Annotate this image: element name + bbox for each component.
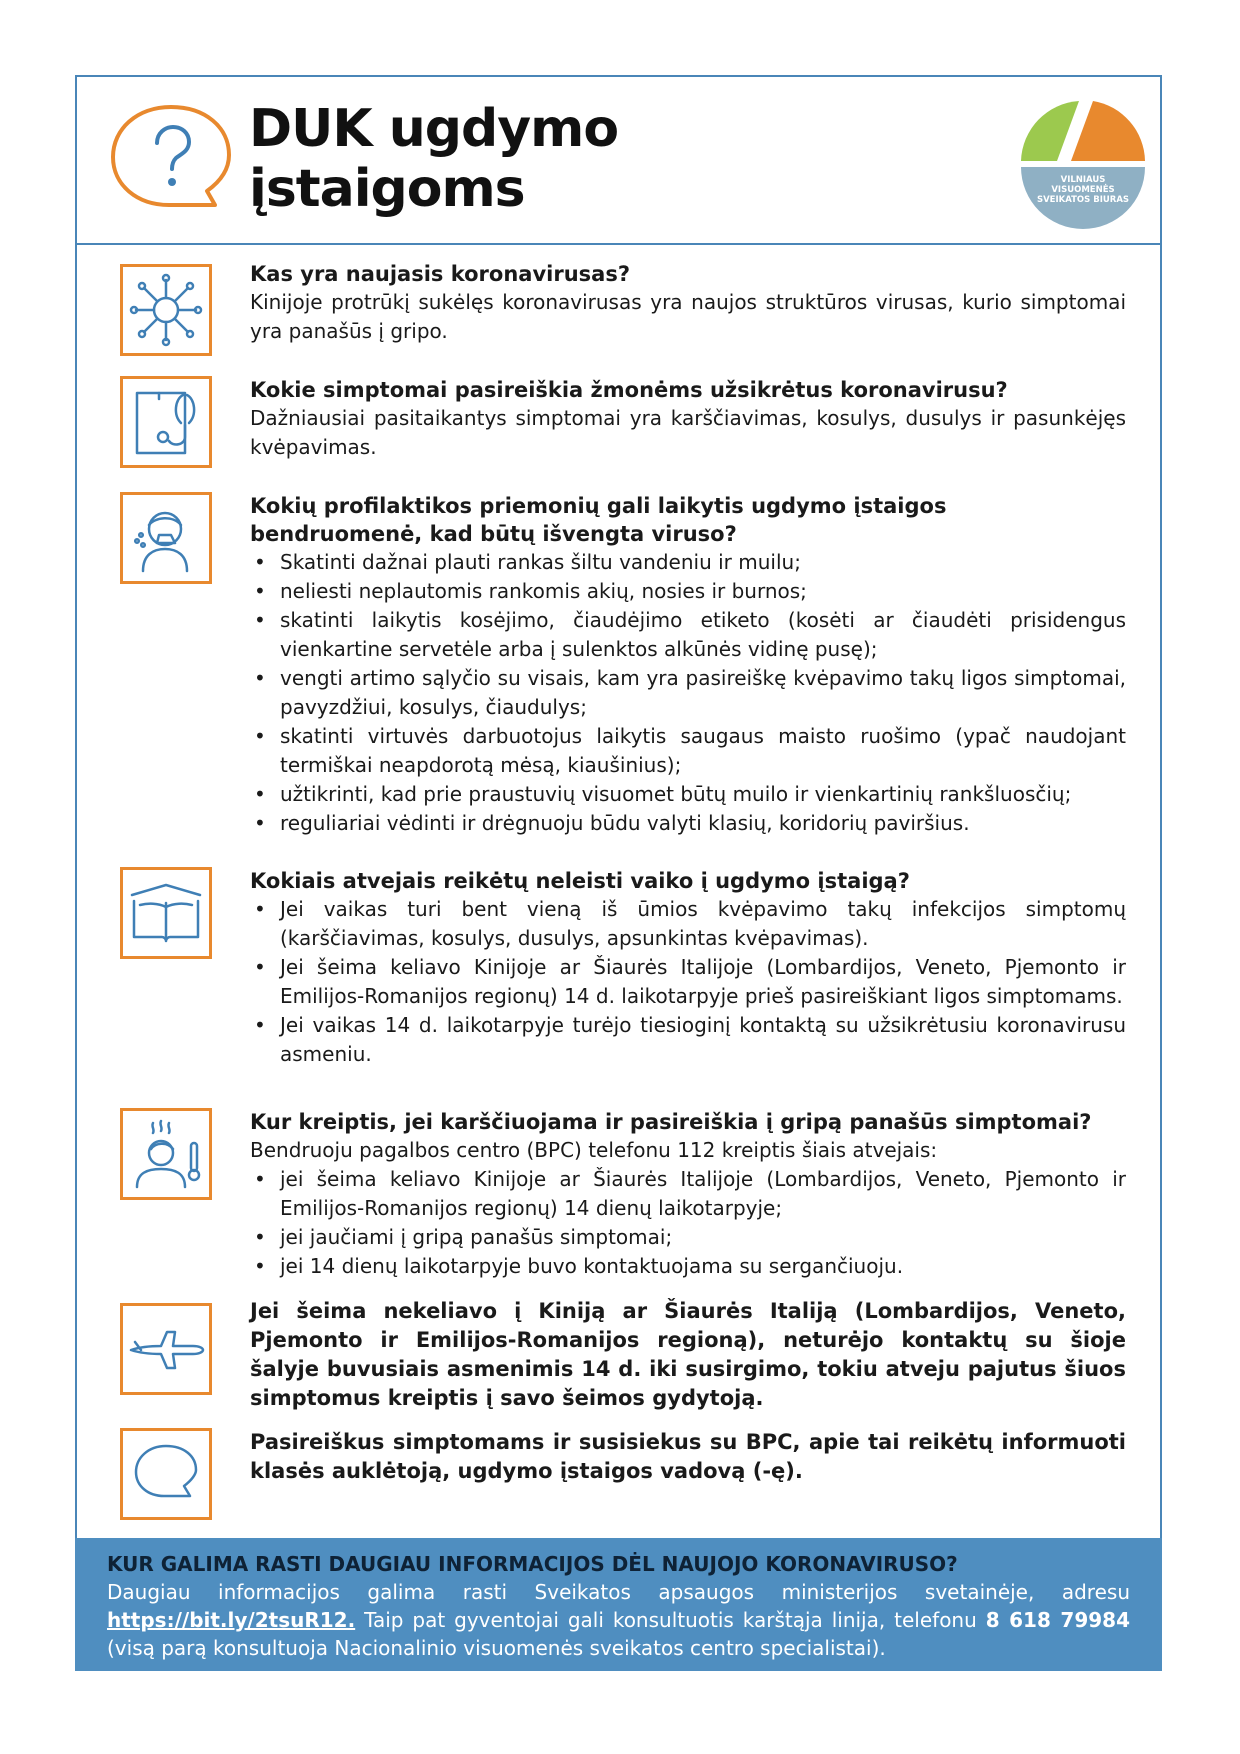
question-heading: Kokie simptomai pasireiškia žmonėms užsikrėtus koronavirusu? bbox=[250, 378, 1008, 402]
section-content bbox=[250, 1108, 1126, 1281]
question-bubble-icon bbox=[107, 99, 235, 219]
info-footer bbox=[75, 1538, 1162, 1671]
list-item: • Skatinti dažnai plauti rankas šiltu vandeniu ir muilu; bbox=[250, 548, 1126, 577]
list-item: • užtikrinti, kad prie praustuvių visuomet būtų muilo ir vienkartinių rankšluosčių; bbox=[250, 780, 1126, 809]
list-item: • jei šeima keliavo Kinijoje ar Šiaurės Italijoje (Lombardijos, Veneto, Pjemonto ir Emilijos-Romanijos regionų) 14 dienų laikotarpyje; bbox=[250, 1165, 1126, 1223]
page-title bbox=[249, 99, 618, 219]
section-content bbox=[250, 376, 1126, 462]
section-content bbox=[250, 1428, 1126, 1486]
list-item: • jei 14 dienų laikotarpyje buvo kontaktuojama su sergančiuoju. bbox=[250, 1252, 1126, 1281]
list-item: • skatinti laikytis kosėjimo, čiaudėjimo etiketo (kosėti ar čiaudėti prisidengus vienkartine servetėle arba į sulenktos alkūnės vidinę pusę); bbox=[250, 606, 1126, 664]
page-frame bbox=[75, 75, 1162, 1671]
footer-text-after-link: Taip pat gyventojai gali konsultuotis karštąja linija, telefonu bbox=[355, 1608, 986, 1632]
no-travel-note: Jei šeima nekeliavo į Kiniją ar Šiaurės Italiją (Lombardijos, Veneto, Pjemonto ir Emilijos-Romanijos regioną), neturėjo kontaktų su šioje šalyje buvusiais asmenimis 14 d. iki susirgimo, tokiu atveju pajutus šiuos simptomus kreiptis į savo šeimos gydytoją. bbox=[250, 1299, 1126, 1410]
open-book-icon bbox=[120, 867, 212, 959]
sneezing-person-icon bbox=[120, 492, 212, 584]
airplane-icon bbox=[120, 1303, 212, 1395]
list-item: • neliesti neplautomis rankomis akių, nosies ir burnos; bbox=[250, 577, 1126, 606]
list-item: • jei jaučiami į gripą panašūs simptomai; bbox=[250, 1223, 1126, 1252]
list-item: • vengti artimo sąlyčio su visais, kam yra pasireiškę kvėpavimo takų ligos simptomai, pavyzdžiui, kosulys, čiaudulys; bbox=[250, 664, 1126, 722]
speech-bubble-icon bbox=[120, 1428, 212, 1520]
list-item: • reguliariai vėdinti ir drėgnuoju būdu valyti klasių, koridorių paviršius. bbox=[250, 809, 1126, 838]
stethoscope-icon bbox=[120, 376, 212, 468]
question-heading: Kas yra naujasis koronavirusas? bbox=[250, 262, 631, 286]
inform-note: Pasireiškus simptomams ir susisiekus su BPC, apie tai reikėtų informuoti klasės auklėtoją, ugdymo įstaigos vadovą (-ę). bbox=[250, 1430, 1126, 1483]
moh-link[interactable]: https://bit.ly/2tsuR12. bbox=[107, 1608, 356, 1632]
question-heading: Kokių profilaktikos priemonių gali laikytis ugdymo įstaigos bendruomenė, kad būtų išvengta viruso? bbox=[250, 494, 947, 546]
answer-text: Dažniausiai pasitaikantys simptomai yra karščiavimas, kosulys, dusulys ir pasunkėjęs kvėpavimas. bbox=[250, 406, 1126, 459]
list-item: • Jei vaikas 14 d. laikotarpyje turėjo tiesioginį kontaktą su užsikrėtusiu koronavirusu asmeniu. bbox=[250, 1011, 1126, 1069]
answer-text: Bendruoju pagalbos centro (BPC) telefonu 112 kreiptis šiais atvejais: bbox=[250, 1138, 938, 1162]
list-item: • Jei vaikas turi bent vieną iš ūmios kvėpavimo takų infekcijos simptomų (karščiavimas, kosulys, dusulys, apsunkintas kvėpavimas). bbox=[250, 895, 1126, 953]
list-item: • skatinti virtuvės darbuotojus laikytis saugaus maisto ruošimo (ypač naudojant termiškai neapdorotą mėsą, kiaušinius); bbox=[250, 722, 1126, 780]
footer-text-end: (visą parą konsultuoja Nacionalinio visuomenės sveikatos centro specialistai). bbox=[107, 1636, 886, 1660]
logo-line-2: SVEIKATOS BIURAS bbox=[1036, 195, 1130, 205]
logo-line-1: VILNIAUS VISUOMENĖS bbox=[1051, 175, 1115, 195]
fever-person-icon bbox=[120, 1108, 212, 1200]
section-content bbox=[250, 1297, 1126, 1413]
prevention-list bbox=[250, 548, 1126, 838]
exclusion-list bbox=[250, 895, 1126, 1069]
section-content bbox=[250, 867, 1126, 1069]
logo-icon bbox=[1017, 97, 1149, 229]
section-content bbox=[250, 260, 1126, 346]
virus-icon bbox=[120, 264, 212, 356]
hotline-phone: 8 618 79984 bbox=[985, 1608, 1130, 1632]
title-line-1: DUK ugdymo bbox=[249, 99, 619, 159]
footer-heading: KUR GALIMA RASTI DAUGIAU INFORMACIJOS DĖL NAUJOJO KORONAVIRUSO? bbox=[107, 1552, 958, 1576]
section-content bbox=[250, 492, 1126, 838]
question-heading: Kokiais atvejais reikėtų neleisti vaiko į ugdymo įstaigą? bbox=[250, 869, 910, 893]
footer-text bbox=[107, 1578, 1130, 1662]
question-heading: Kur kreiptis, jei karščiuojama ir pasireiškia į gripą panašūs simptomai? bbox=[250, 1110, 1092, 1134]
title-line-2: įstaigoms bbox=[249, 159, 525, 219]
header bbox=[77, 77, 1160, 245]
list-item: • Jei šeima keliavo Kinijoje ar Šiaurės Italijoje (Lombardijos, Veneto, Pjemonto ir Emilijos-Romanijos regionų) 14 d. laikotarpyje prieš pasireiškiant ligos simptomams. bbox=[250, 953, 1126, 1011]
footer-text-before-link: Daugiau informacijos galima rasti Sveikatos apsaugos ministerijos svetainėje, adresu bbox=[107, 1580, 1130, 1604]
logo-text bbox=[1028, 175, 1138, 205]
contact-list bbox=[250, 1165, 1126, 1281]
answer-text: Kinijoje protrūkį sukėlęs koronavirusas yra naujos struktūros virusas, kurio simptomai yra panašūs į gripo. bbox=[250, 290, 1126, 343]
